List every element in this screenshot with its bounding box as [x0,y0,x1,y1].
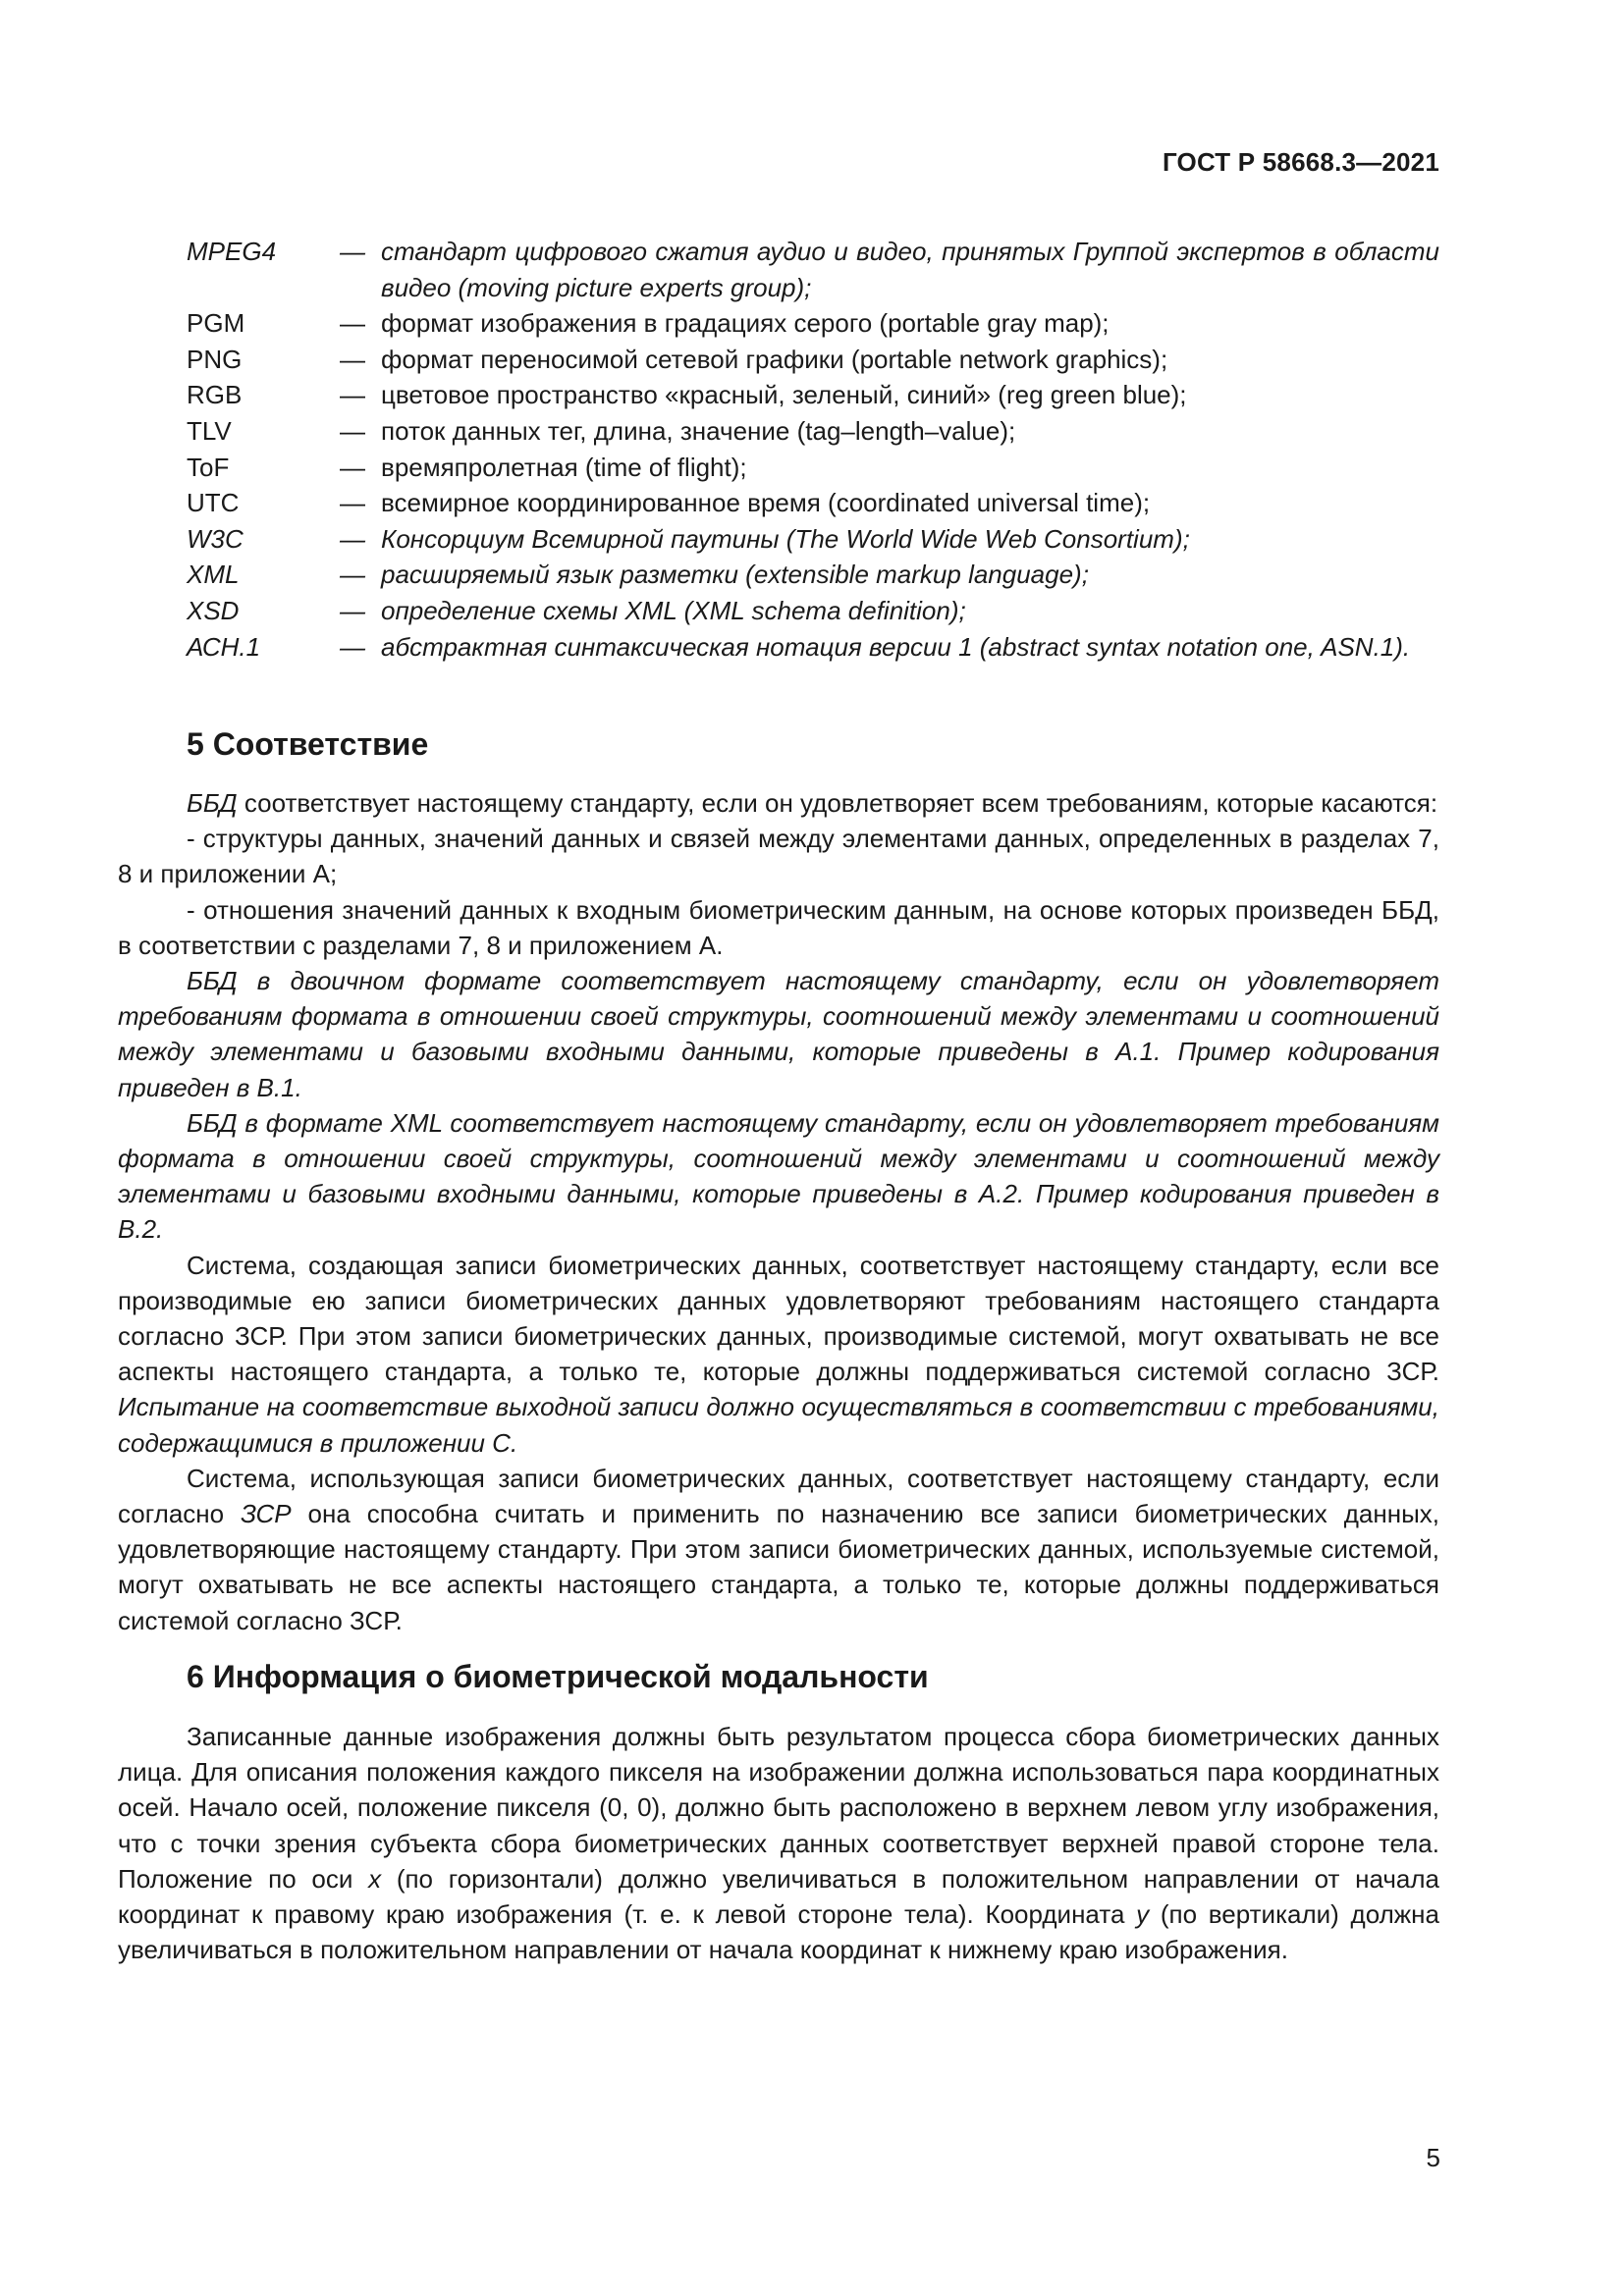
paragraph-text: соответствует настоящему стандарту, если он удовлетворяет всем требованиям, которые касаются: [237,788,1438,818]
abbreviation-term: ToF [187,452,230,482]
abbreviation-dash: — [340,308,365,339]
abbreviation-dash: — [340,631,365,662]
abbreviation-row [187,305,1439,342]
paragraph-text: (по вертикали) должна увеличиваться в положительном направлении от начала координат к нижнему краю изображения. [118,1899,1439,1965]
paragraph-text: Система, использующая записи биометрических данных, соответствует настоящему стандарту, если согласно [118,1463,1439,1529]
abbreviation-term: MPEG4 [187,237,277,266]
abbreviation-list [187,234,1439,665]
abbreviation-row [187,234,1439,305]
abbreviation-row [187,629,1439,666]
abbreviation-definition: времяпролетная (time of flight); [381,452,747,482]
paragraph: - отношения значений данных к входным биометрическим данным, на основе которых произведен ББД, в соответствии с разделами 7, 8 и приложением А. [118,894,1439,960]
abbreviation-dash: — [340,237,365,266]
abbreviation-term: XML [187,560,240,590]
abbreviation-dash: — [340,380,365,410]
abbreviation-definition: цветовое пространство «красный, зеленый, синий» (reg green blue); [381,380,1187,410]
paragraph-text: она способна считать и применить по назначению все записи биометрических данных, удовлетворяющие настоящему стандарту. При этом записи биометрических данных, используемые системой, могут охватывать не все аспекты настоящего стандарта, а только те, которые должны поддерживаться системой согласно ЗСР. [118,1499,1439,1635]
abbreviation-term: PNG [187,344,243,374]
abbreviation-row [187,521,1439,558]
paragraph [118,1461,1439,1638]
document-id-header: ГОСТ Р 58668.3—2021 [1162,147,1439,177]
paragraph-text-italic: Испытание на соответствие выходной записи должно осуществляться в соответствии с требованиями, содержащимися в приложении С. [118,1392,1439,1458]
paragraph-text: Система, создающая записи биометрических данных, соответствует настоящему стандарту, если все производимые ею записи биометрических данных удовлетворяют требованиям настоящего стандарта согласно ЗСР. При этом записи биометрических данных, производимые системой, могут охватывать не все аспекты настоящего стандарта, а только те, которые должны поддерживаться системой согласно ЗСР. [118,1250,1439,1387]
abbreviation-row [187,450,1439,486]
abbreviation-definition: Консорциум Всемирной паутины (The World Wide Web Consortium); [381,523,1190,554]
abbreviation-dash: — [340,595,365,625]
abbreviation-row [187,557,1439,593]
paragraph: ББД в двоичном формате соответствует настоящему стандарту, если он удовлетворяет требованиям формата в отношении своей структуры, соотношений между элементами и соотношений между элементами и базовыми входными данными, которые приведены в А.1. Пример кодирования приведен в В.1. [118,966,1439,1102]
paragraph [118,1719,1439,1967]
axis-x-label: x [368,1863,382,1894]
page-number: 5 [1426,2143,1440,2172]
abbreviation-definition: поток данных тег, длина, значение (tag–length–value); [381,415,1016,446]
paragraph: - структуры данных, значений данных и связей между элементами данных, определенных в разделах 7, 8 и приложении А; [118,824,1439,889]
section-6-body [118,1719,1439,1967]
abbreviation-dash: — [340,488,365,518]
abbreviation-zsr: ЗСР [241,1499,292,1529]
abbreviation-bbd: ББД [187,788,238,818]
abbreviation-definition: стандарт цифрового сжатия аудио и видео, принятых Группой экспертов в области видео (moving picture experts group); [381,237,1439,302]
abbreviation-definition: расширяемый язык разметки (extensible markup language); [381,560,1089,590]
paragraph: ББД в формате XML соответствует настоящему стандарту, если он удовлетворяет требованиям формата в отношении своей структуры, соотношений между элементами и соотношений между элементами и базовыми входными данными, которые приведены в А.2. Пример кодирования приведен в В.2. [118,1107,1439,1245]
paragraph [118,1248,1439,1461]
axis-y-label: y [1136,1899,1150,1930]
abbreviation-term: UTC [187,488,240,518]
abbreviation-dash: — [340,415,365,446]
abbreviation-definition: определение схемы XML (XML schema definition); [381,595,966,625]
abbreviation-definition: формат изображения в градациях серого (portable gray map); [381,308,1110,339]
abbreviation-term: W3C [187,523,244,554]
abbreviation-term: PGM [187,308,245,339]
paragraph [118,785,1439,821]
section-6-title: 6 Информация о биометрической модальности [187,1659,929,1694]
abbreviation-term: RGB [187,380,243,410]
section-5-title: 5 Соответствие [187,726,429,762]
abbreviation-row [187,377,1439,413]
abbreviation-dash: — [340,523,365,554]
abbreviation-dash: — [340,344,365,374]
abbreviation-row [187,593,1439,629]
abbreviation-dash: — [340,560,365,590]
section-5-body [118,785,1439,1638]
abbreviation-row [187,485,1439,521]
abbreviation-definition: всемирное координированное время (coordinated universal time); [381,488,1151,518]
abbreviation-term: XSD [187,595,240,625]
abbreviation-term: TLV [187,415,232,446]
paragraph-text: (по горизонтали) должно увеличиваться в положительном направлении от начала координат к правому краю изображения (т. е. к левой стороне тела). Координата [118,1863,1439,1930]
paragraph-text: Записанные данные изображения должны быть результатом процесса сбора биометрических данных лица. Для описания положения каждого пикселя на изображении должна использоваться пара координатных осей. Начало осей, положение пикселя (0, 0), должно быть расположено в верхнем левом углу изображения, что с точки зрения субъекта сбора биометрических данных соответствует верхней правой стороне тела. Положение по оси [118,1722,1439,1894]
abbreviation-dash: — [340,452,365,482]
abbreviation-row [187,342,1439,378]
abbreviation-definition: абстрактная синтаксическая нотация версии 1 (abstract syntax notation one, ASN.1). [381,631,1411,662]
abbreviation-term: АСН.1 [187,631,261,662]
abbreviation-definition: формат переносимой сетевой графики (portable network graphics); [381,344,1168,374]
abbreviation-row [187,413,1439,450]
